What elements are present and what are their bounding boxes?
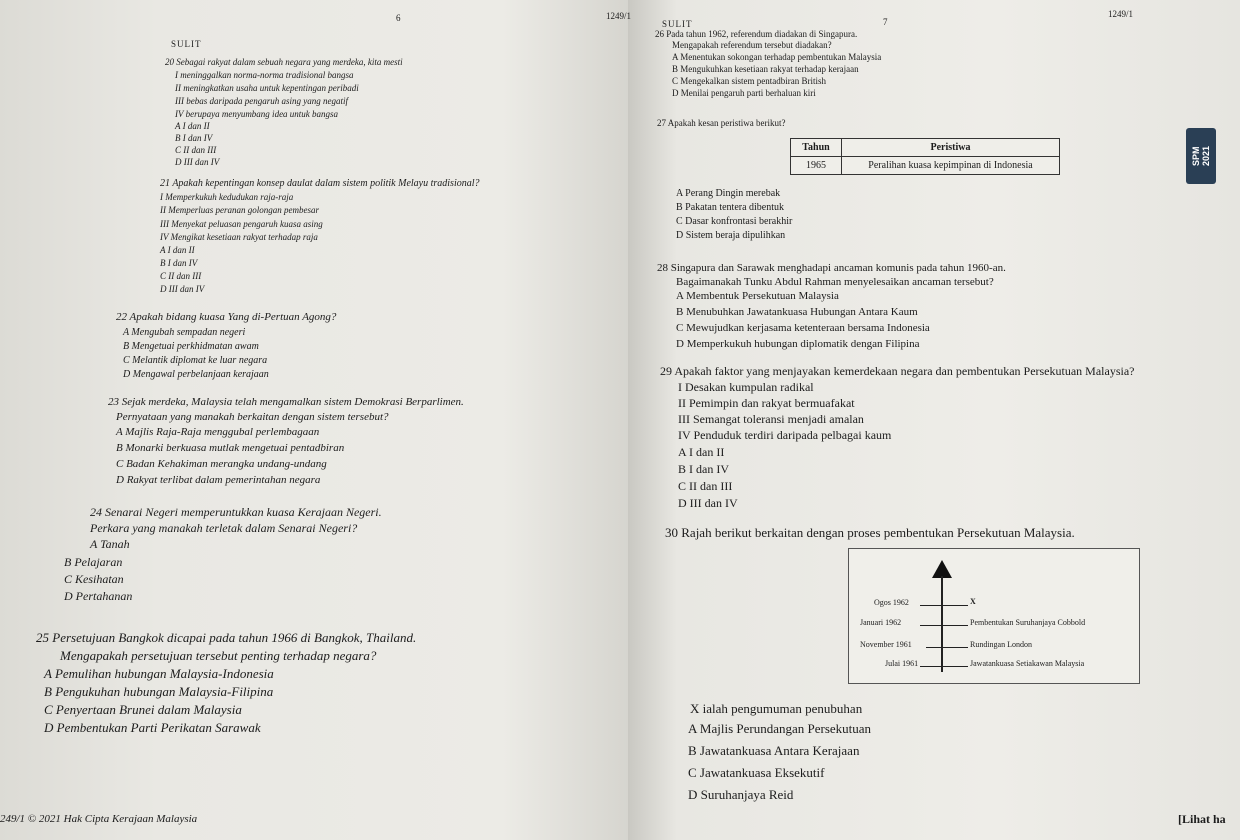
timeline-date: November 1961 bbox=[860, 640, 912, 649]
option-a: A Perang Dingin merebak bbox=[676, 188, 781, 199]
item: III Semangat toleransi menjadi amalan bbox=[678, 412, 864, 426]
question-stem: 27 Apakah kesan peristiwa berikut? bbox=[657, 118, 786, 128]
option-c: C Melantik diplomat ke luar negara bbox=[123, 355, 268, 366]
option-b: B Pelajaran bbox=[64, 555, 123, 569]
timeline-date: Ogos 1962 bbox=[874, 598, 909, 607]
option-c: C Dasar konfrontasi berakhir bbox=[676, 216, 793, 227]
option-b: B Mengukuhkan kesetiaan rakyat terhadap kerajaan bbox=[672, 64, 859, 74]
question-stem: 26 Pada tahun 1962, referendum diadakan di Singapura. bbox=[655, 29, 858, 39]
option-a: A Pemulihan hubungan Malaysia-Indonesia bbox=[44, 666, 274, 681]
option-a: A Mengubah sempadan negeri bbox=[123, 327, 246, 338]
left-page-code: 1249/1 bbox=[606, 11, 632, 21]
item: III Menyekat peluasan pengaruh kuasa asing bbox=[160, 219, 323, 229]
option-c: C Kesihatan bbox=[64, 572, 124, 586]
option-a: A I dan II bbox=[678, 445, 725, 459]
timeline-date: Julai 1961 bbox=[885, 659, 919, 668]
option-c: C II dan III bbox=[175, 145, 217, 155]
item: II meningkatkan usaha untuk kepentingan peribadi bbox=[175, 83, 359, 93]
timeline-connector bbox=[920, 666, 968, 667]
option-d: D III dan IV bbox=[175, 157, 220, 167]
option-a: A Majlis Raja-Raja menggubal perlembagaan bbox=[116, 426, 320, 438]
option-b: B Pakatan tentera dibentuk bbox=[676, 202, 785, 213]
timeline-connector bbox=[920, 605, 968, 606]
timeline-event: Pembentukan Suruhanjaya Cobbold bbox=[970, 618, 1086, 627]
option-d: D Memperkukuh hubungan diplomatik dengan Filipina bbox=[676, 338, 920, 350]
timeline-event: Jawatankuasa Setiakawan Malaysia bbox=[970, 659, 1085, 668]
item: I Memperkukuh kedudukan raja-raja bbox=[160, 192, 294, 202]
option-c: C Mewujudkan kerjasama ketenteraan bersama Indonesia bbox=[676, 322, 930, 334]
question-stem: 20 Sebagai rakyat dalam sebuah negara yang merdeka, kita mesti bbox=[165, 57, 403, 67]
right-page-code: 1249/1 bbox=[1108, 9, 1134, 19]
timeline-axis bbox=[941, 576, 943, 672]
question-stem: 28 Singapura dan Sarawak menghadapi ancaman komunis pada tahun 1960-an. bbox=[657, 262, 1006, 274]
option-d: D Pertahanan bbox=[64, 589, 133, 603]
footer-copyright: 249/1 © 2021 Hak Cipta Kerajaan Malaysia bbox=[0, 813, 198, 825]
question-stem: 29 Apakah faktor yang menjayakan kemerdekaan negara dan pembentukan Persekutuan Malaysia? bbox=[660, 364, 1135, 378]
question-stem-2: Mengapakah referendum tersebut diadakan? bbox=[672, 40, 832, 50]
option-b: B Mengetuai perkhidmatan awam bbox=[123, 341, 259, 352]
option-c: C II dan III bbox=[678, 479, 733, 493]
table-header-year: Tahun bbox=[791, 139, 842, 157]
option-d: D Menilai pengaruh parti berhaluan kiri bbox=[672, 88, 816, 98]
question-stem-2: X ialah pengumuman penubuhan bbox=[690, 701, 863, 716]
item: I Desakan kumpulan radikal bbox=[678, 380, 814, 394]
option-c: C Penyertaan Brunei dalam Malaysia bbox=[44, 702, 242, 717]
option-d: D Suruhanjaya Reid bbox=[688, 787, 794, 802]
question-stem: 23 Sejak merdeka, Malaysia telah mengamalkan sistem Demokrasi Berparlimen. bbox=[108, 396, 464, 408]
question-stem-2: Perkara yang manakah terletak dalam Senarai Negeri? bbox=[90, 521, 358, 535]
question-stem: 24 Senarai Negeri memperuntukkan kuasa Kerajaan Negeri. bbox=[90, 505, 382, 519]
option-a: A Majlis Perundangan Persekutuan bbox=[688, 721, 872, 736]
item: IV Mengikat kesetiaan rakyat terhadap raja bbox=[160, 232, 318, 242]
sulit-left: SULIT bbox=[171, 39, 202, 49]
option-c: C Badan Kehakiman merangka undang-undang bbox=[116, 458, 327, 470]
timeline-event: X bbox=[970, 597, 976, 606]
table-cell-event: Peralihan kuasa kepimpinan di Indonesia bbox=[842, 157, 1060, 175]
option-a: A Menentukan sokongan terhadap pembentukan Malaysia bbox=[672, 52, 882, 62]
timeline-event: Rundingan London bbox=[970, 640, 1032, 649]
option-d: D Pembentukan Parti Perikatan Sarawak bbox=[44, 720, 261, 735]
option-c: C Jawatankuasa Eksekutif bbox=[688, 765, 825, 780]
question-stem-2: Bagaimanakah Tunku Abdul Rahman menyelesaikan ancaman tersebut? bbox=[676, 276, 994, 288]
sulit-right: SULIT bbox=[662, 19, 693, 29]
option-d: D III dan IV bbox=[678, 496, 738, 510]
event-table bbox=[790, 138, 1060, 175]
table-header-event: Peristiwa bbox=[842, 139, 1060, 157]
spm-badge: SPM 2021 bbox=[1186, 128, 1216, 184]
question-stem: 25 Persetujuan Bangkok dicapai pada tahun 1966 di Bangkok, Thailand. bbox=[36, 630, 417, 645]
left-page-number: 6 bbox=[396, 13, 401, 23]
item: II Pemimpin dan rakyat bermuafakat bbox=[678, 396, 855, 410]
question-stem: 30 Rajah berikut berkaitan dengan proses pembentukan Persekutuan Malaysia. bbox=[665, 525, 1075, 540]
timeline-connector bbox=[926, 647, 968, 648]
option-b: B I dan IV bbox=[160, 258, 198, 268]
right-page-number: 7 bbox=[883, 17, 888, 27]
question-stem-2: Mengapakah persetujuan tersebut penting terhadap negara? bbox=[60, 648, 377, 663]
option-b: B Menubuhkan Jawatankuasa Hubungan Antara Kaum bbox=[676, 306, 918, 318]
option-d: D III dan IV bbox=[160, 284, 205, 294]
option-a: A Tanah bbox=[90, 537, 130, 551]
option-a: A I dan II bbox=[175, 121, 210, 131]
table-cell-year: 1965 bbox=[791, 157, 842, 175]
option-b: B Pengukuhan hubungan Malaysia-Filipina bbox=[44, 684, 274, 699]
item: I meninggalkan norma-norma tradisional bangsa bbox=[175, 70, 354, 80]
option-b: B I dan IV bbox=[175, 133, 213, 143]
question-stem: 22 Apakah bidang kuasa Yang di-Pertuan Agong? bbox=[116, 311, 337, 323]
item: IV berupaya menyumbang idea untuk bangsa bbox=[175, 109, 339, 119]
option-d: D Sistem beraja dipulihkan bbox=[676, 230, 786, 241]
option-b: B Jawatankuasa Antara Kerajaan bbox=[688, 743, 860, 758]
item: II Memperluas peranan golongan pembesar bbox=[160, 205, 319, 215]
question-stem: 21 Apakah kepentingan konsep daulat dalam sistem politik Melayu tradisional? bbox=[160, 178, 480, 189]
option-c: C Mengekalkan sistem pentadbiran British bbox=[672, 76, 826, 86]
option-a: A Membentuk Persekutuan Malaysia bbox=[676, 290, 839, 302]
option-b: B I dan IV bbox=[678, 462, 729, 476]
footer-next-page: [Lihat ha bbox=[1178, 812, 1226, 826]
option-d: D Rakyat terlibat dalam pemerintahan negara bbox=[116, 474, 321, 486]
item: III bebas daripada pengaruh asing yang negatif bbox=[175, 96, 348, 106]
timeline-date: Januari 1962 bbox=[860, 618, 902, 627]
option-d: D Mengawal perbelanjaan kerajaan bbox=[123, 369, 269, 380]
timeline-connector bbox=[920, 625, 968, 626]
item: IV Penduduk terdiri daripada pelbagai kaum bbox=[678, 428, 892, 442]
option-c: C II dan III bbox=[160, 271, 202, 281]
question-stem-2: Pernyataan yang manakah berkaitan dengan sistem tersebut? bbox=[116, 411, 389, 423]
option-b: B Monarki berkuasa mutlak mengetuai pentadbiran bbox=[116, 442, 345, 454]
option-a: A I dan II bbox=[160, 245, 195, 255]
